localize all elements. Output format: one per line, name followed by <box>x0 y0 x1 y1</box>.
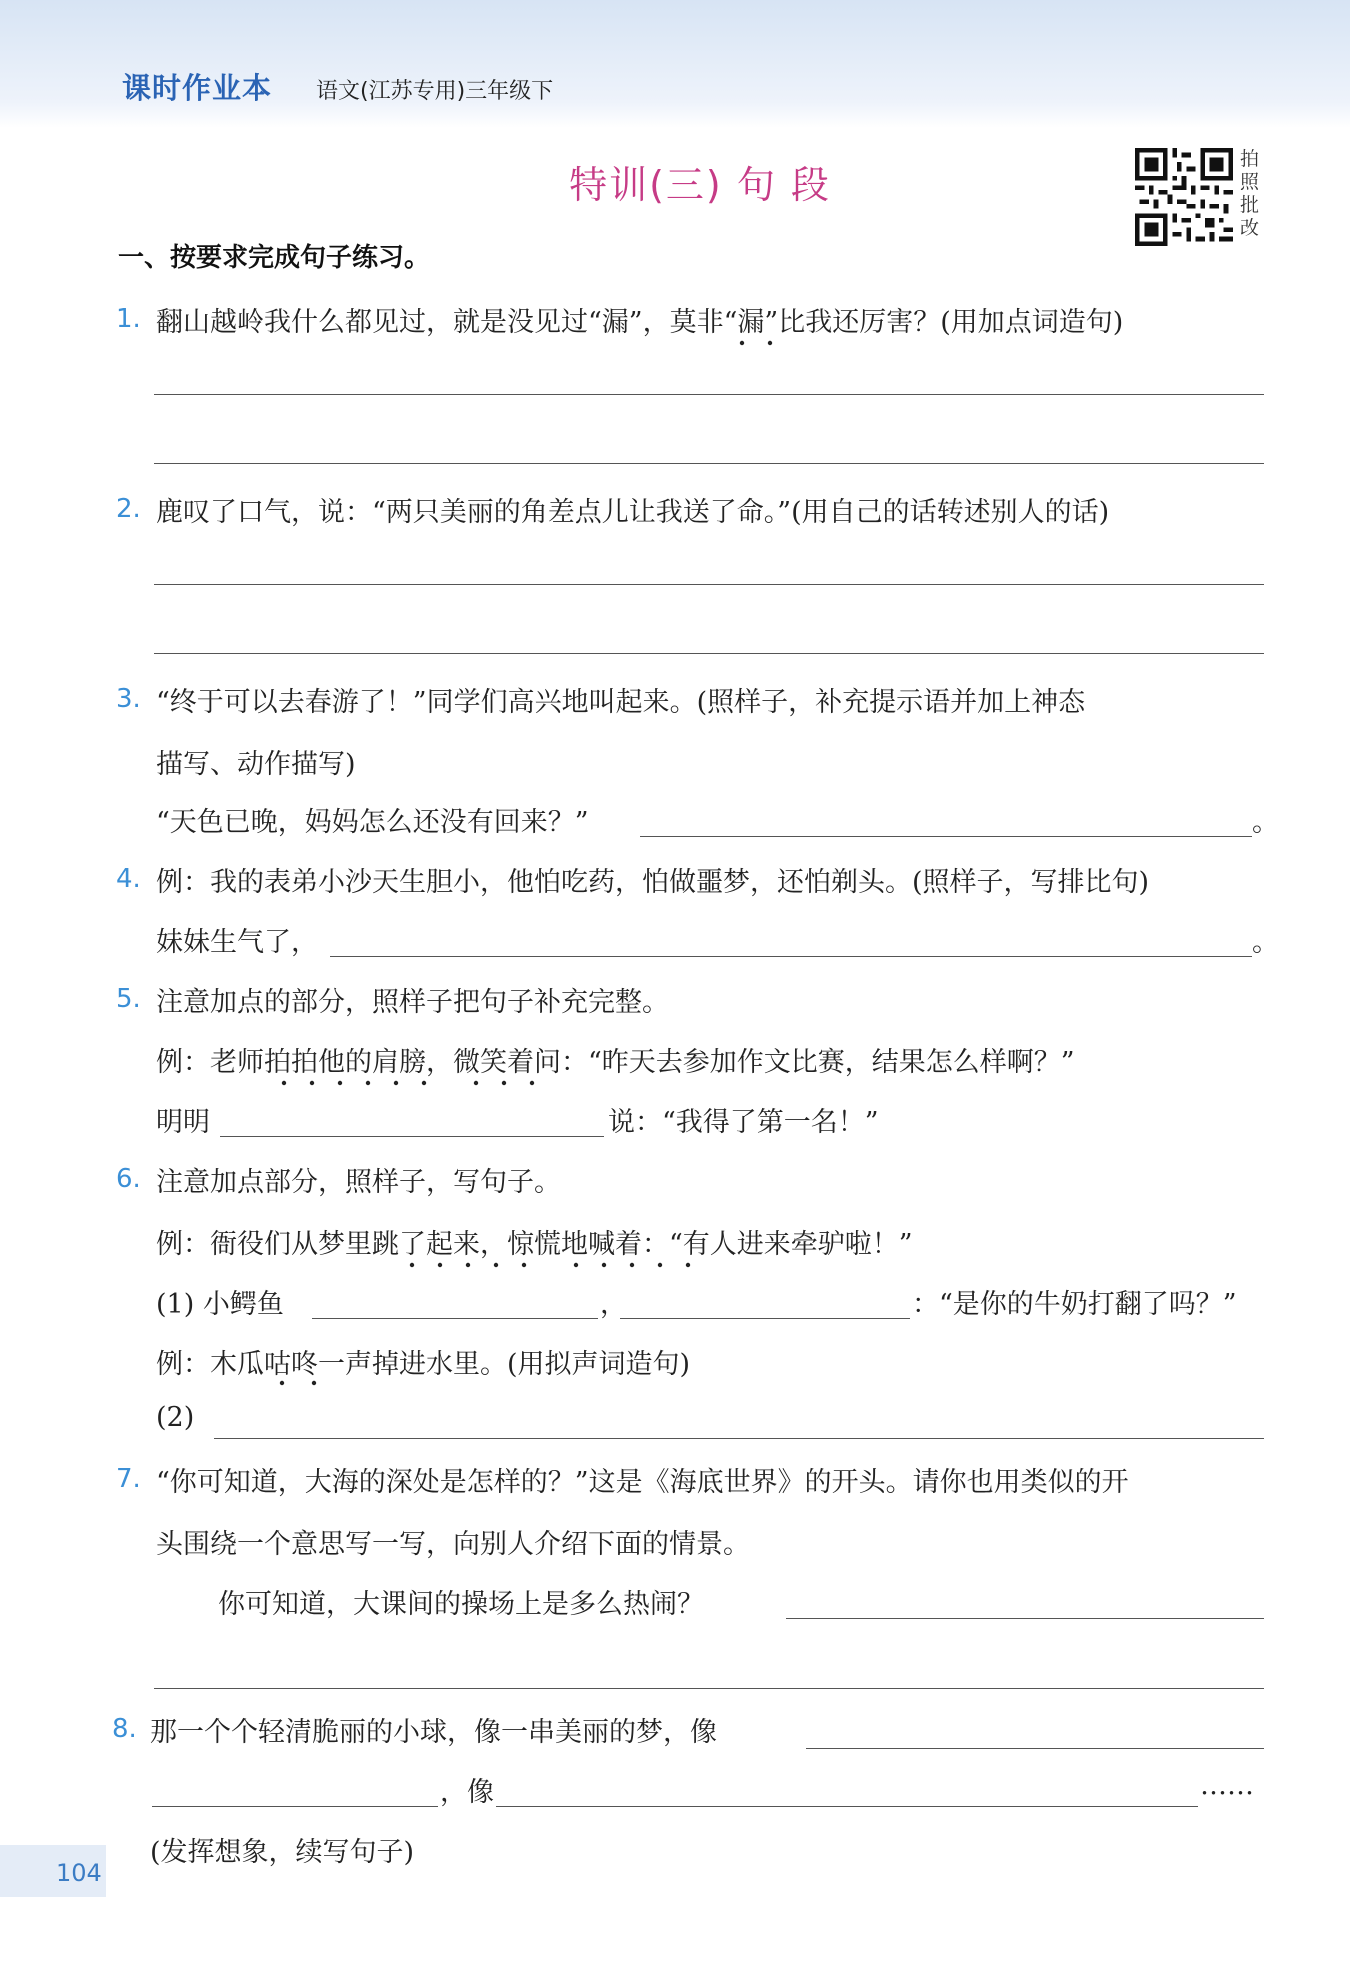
question-hint: (发挥想象，续写句子) <box>150 1837 415 1868</box>
page-header-band <box>0 0 1350 128</box>
question-text: 明明 <box>156 1107 210 1138</box>
question-number: 2. <box>116 494 141 524</box>
emphasis-dots <box>736 340 776 346</box>
answer-line[interactable] <box>786 1618 1264 1619</box>
question-number: 3. <box>116 684 141 714</box>
emphasis-dots <box>270 1080 580 1086</box>
ellipsis: …… <box>1200 1770 1254 1801</box>
question-text: (2) <box>156 1402 195 1433</box>
question-text: 例：木瓜咕咚一声掉进水里。(用拟声词造句) <box>156 1349 691 1380</box>
question-text: 鹿叹了口气，说：“两只美丽的角差点儿让我送了命。”(用自己的话转述别人的话) <box>156 497 1110 528</box>
question-text: 注意加点部分，照样子，写句子。 <box>156 1167 561 1198</box>
question-text: “你可知道，大海的深处是怎样的？”这是《海底世界》的开头。请你也用类似的开 <box>156 1467 1129 1498</box>
answer-line[interactable] <box>154 1688 1264 1689</box>
question-text: 描写、动作描写) <box>156 749 356 780</box>
end-mark: 。 <box>1252 927 1279 958</box>
question-number: 8. <box>112 1714 137 1744</box>
answer-line[interactable] <box>154 653 1264 654</box>
answer-line[interactable] <box>154 463 1264 464</box>
question-number: 5. <box>116 984 141 1014</box>
question-text: 头围绕一个意思写一写，向别人介绍下面的情景。 <box>156 1529 750 1560</box>
book-subject: 语文(江苏专用)三年级下 <box>316 79 554 104</box>
question-text: 说：“我得了第一名！” <box>608 1107 879 1138</box>
answer-line[interactable] <box>220 1136 604 1137</box>
question-text: 那一个个轻清脆丽的小球，像一串美丽的梦，像 <box>150 1717 717 1748</box>
answer-line[interactable] <box>806 1748 1264 1749</box>
page-number: 104 <box>56 1859 102 1887</box>
answer-line[interactable] <box>154 584 1264 585</box>
question-text: (1) 小鳄鱼 <box>156 1289 284 1320</box>
answer-line[interactable] <box>640 836 1252 837</box>
emphasis-dots <box>270 1380 330 1386</box>
emphasis-dots <box>400 1262 700 1268</box>
section-heading: 一、按要求完成句子练习。 <box>118 243 431 273</box>
answer-line[interactable] <box>154 394 1264 395</box>
question-number: 6. <box>116 1164 141 1194</box>
question-text: ， <box>600 1289 627 1320</box>
answer-line[interactable] <box>214 1438 1264 1439</box>
question-text: 妹妹生气了， <box>156 927 318 958</box>
question-text: “天色已晚，妈妈怎么还没有回来？” <box>156 807 589 838</box>
question-text: 翻山越岭我什么都见过，就是没见过“漏”，莫非“漏”比我还厉害？(用加点词造句) <box>156 307 1124 338</box>
question-text: 例：我的表弟小沙天生胆小，他怕吃药，怕做噩梦，还怕剃头。(照样子，写排比句) <box>156 867 1150 898</box>
answer-line[interactable] <box>312 1318 598 1319</box>
answer-line[interactable] <box>330 956 1252 957</box>
question-number: 7. <box>116 1464 141 1494</box>
question-number: 1. <box>116 304 141 334</box>
question-text: 例：老师拍拍他的肩膀，微笑着问：“昨天去参加作文比赛，结果怎么样啊？” <box>156 1047 1075 1078</box>
question-text: ，像 <box>440 1777 494 1808</box>
question-text: 例：衙役们从梦里跳了起来，惊慌地喊着：“有人进来牵驴啦！” <box>156 1229 913 1260</box>
question-text: ：“是你的牛奶打翻了吗？” <box>912 1289 1237 1320</box>
qr-code-icon <box>1135 148 1233 246</box>
question-number: 4. <box>116 864 141 894</box>
question-text: 注意加点的部分，照样子把句子补充完整。 <box>156 987 669 1018</box>
answer-line[interactable] <box>152 1806 438 1807</box>
question-text: “终于可以去春游了！”同学们高兴地叫起来。(照样子，补充提示语并加上神态 <box>156 687 1086 718</box>
qr-label: 拍 照 批 改 <box>1240 148 1260 239</box>
answer-line[interactable] <box>620 1318 910 1319</box>
answer-line[interactable] <box>496 1806 1198 1807</box>
end-mark: 。 <box>1252 807 1279 838</box>
question-text: 你可知道，大课间的操场上是多么热闹？ <box>218 1589 704 1620</box>
book-brand: 课时作业本 <box>122 71 273 105</box>
page-title: 特训(三) 句 段 <box>569 163 831 207</box>
